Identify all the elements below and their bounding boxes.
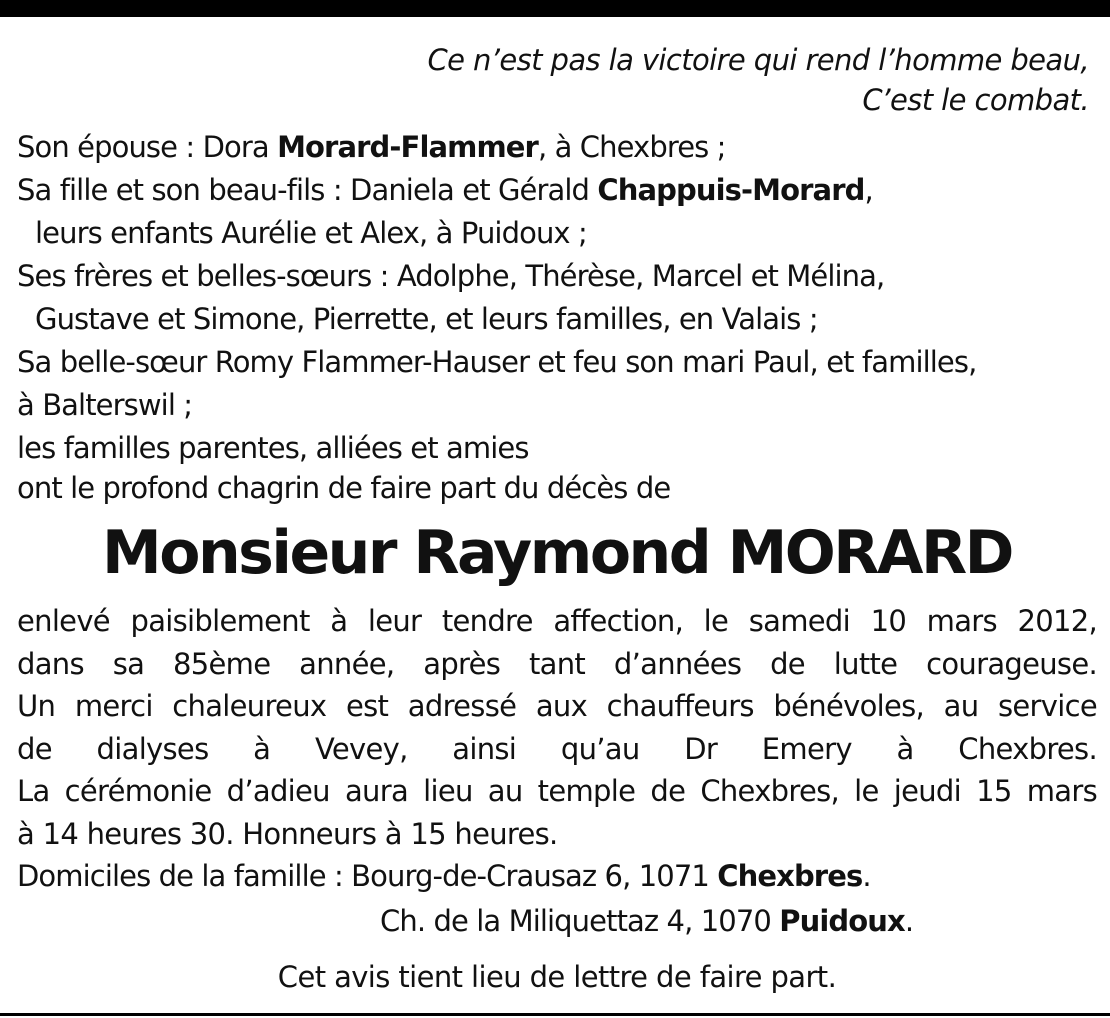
family-line-daughter [17, 170, 873, 210]
address-line-2 [380, 901, 913, 941]
address-2-text: Ch. de la Miliquettaz 4, 1070 [380, 904, 780, 938]
deceased-name: Monsieur Raymond MORARD [102, 518, 1012, 588]
family-line-grandchildren: leurs enfants Aurélie et Alex, à Puidoux ; [35, 216, 587, 250]
family-line-spouse [17, 127, 726, 167]
quote-line-2: C’est le combat. [862, 83, 1089, 117]
body-paragraph [17, 600, 1097, 855]
spouse-text: Son épouse : Dora [17, 130, 278, 164]
daughter-text: Sa fille et son beau-fils : Daniela et Gérald [17, 173, 598, 207]
address-1-town: Chexbres [717, 859, 863, 893]
body-line-6: à 14 heures 30. Honneurs à 15 heures. [17, 816, 558, 851]
quote-line-1: Ce n’est pas la victoire qui rend l’homme beau, [427, 43, 1089, 77]
body-line-2: dans sa 85ème année, après tant d’années de lutte courageuse. [17, 646, 1097, 681]
family-line-siblings-cont: Gustave et Simone, Pierrette, et leurs familles, en Valais ; [35, 302, 818, 336]
body-line-5: La cérémonie d’adieu aura lieu au temple de Chexbres, le jeudi 15 mars [17, 774, 1097, 808]
address-2-punct: . [904, 904, 914, 938]
family-line-siblings: Ses frères et belles-sœurs : Adolphe, Thérèse, Marcel et Mélina, [17, 259, 885, 293]
family-line-announcement: ont le profond chagrin de faire part du décès de [17, 471, 671, 505]
daughter-surname: Chappuis-Morard [597, 173, 865, 207]
family-line-relatives: les familles parentes, alliées et amies [17, 431, 529, 465]
bottom-border-rule [0, 1013, 1110, 1016]
top-border-bar [0, 0, 1110, 17]
family-line-sister-in-law-cont: à Balterswil ; [17, 388, 193, 422]
daughter-punct: , [864, 173, 873, 207]
spouse-location: , à Chexbres ; [537, 130, 726, 164]
body-line-1: enlevé paisiblement à leur tendre affection, le samedi 10 mars 2012, [17, 604, 1097, 638]
spouse-name: Morard-Flammer [277, 130, 538, 164]
family-line-sister-in-law: Sa belle-sœur Romy Flammer-Hauser et feu son mari Paul, et familles, [17, 345, 977, 379]
address-1-punct: . [862, 859, 871, 893]
address-2-town: Puidoux [779, 904, 905, 938]
body-line-3: Un merci chaleureux est adressé aux chauffeurs bénévoles, au service [17, 689, 1097, 723]
address-line-1 [17, 856, 871, 896]
closing-note: Cet avis tient lieu de lettre de faire part. [277, 960, 837, 994]
address-1-text: Domiciles de la famille : Bourg-de-Crausaz 6, 1071 [17, 859, 718, 893]
body-line-4: de dialyses à Vevey, ainsi qu’au Dr Emery à Chexbres. [17, 731, 1097, 766]
